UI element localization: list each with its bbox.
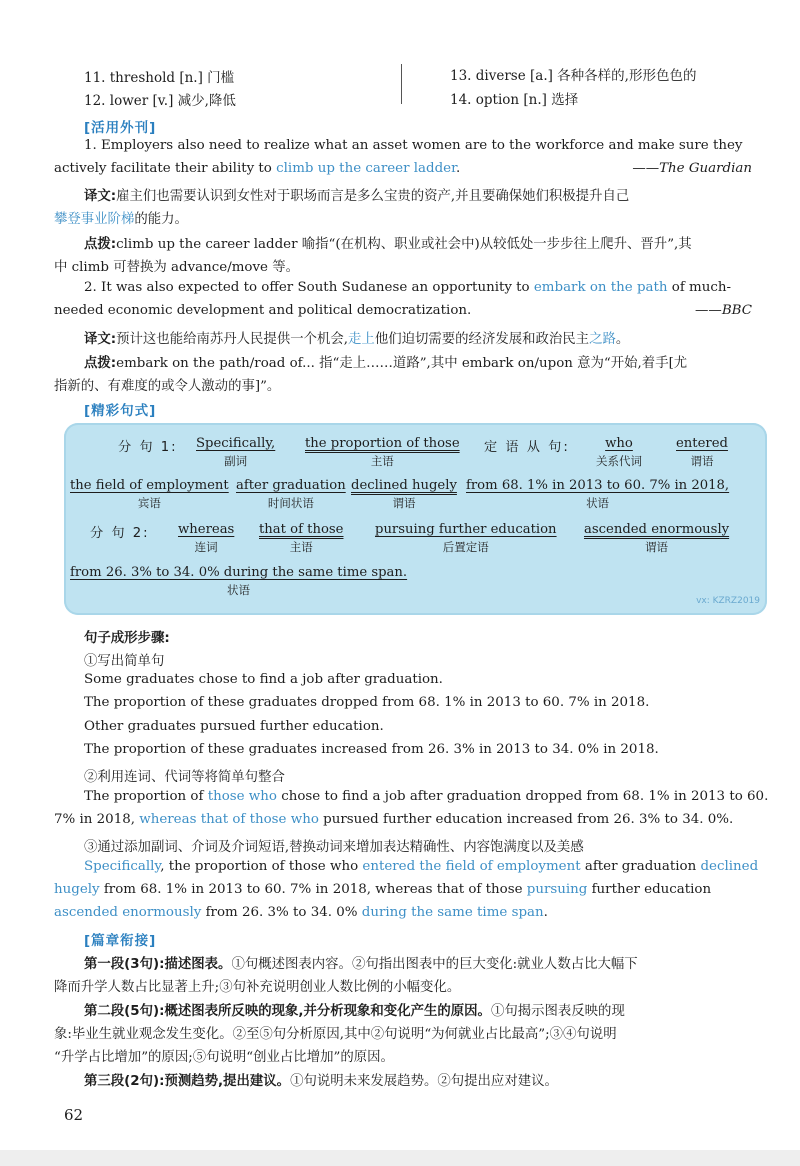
example-1-line-2: actively facilitate their ability to climb up the career ladder. xyxy=(54,161,461,176)
combined-sentence-line-1: The proportion of those who chose to find a job after graduation dropped from 68. 1% in 2013 to 60. xyxy=(84,789,769,804)
vocab-item-14: 14. option [n.] 选择 xyxy=(450,92,579,108)
final-sentence-line-1: Specifically, the proportion of those who entered the field of employment after graduation declined xyxy=(84,859,759,874)
segment-who: who 关系代词 xyxy=(596,436,642,468)
vocab-item-11: 11. threshold [n.] 门槛 xyxy=(84,70,235,86)
section-heading-magazine: [活用外刊] xyxy=(84,120,157,136)
source-bbc: ——BBC xyxy=(695,303,752,318)
example-2-note-2: 指新的、有难度的或令人激动的事]”。 xyxy=(54,379,281,394)
paragraph-2-summary-3: “升学占比增加”的原因;⑤句说明“创业占比增加”的原因。 xyxy=(54,1050,394,1065)
segment-proportion: the proportion of those 主语 xyxy=(305,436,460,468)
example-2-line-1: 2. It was also expected to offer South Sudanese an opportunity to embark on the path of much- xyxy=(84,280,732,295)
simple-sentence-4: The proportion of these graduates increased from 26. 3% in 2013 to 34. 0% in 2018. xyxy=(84,742,659,757)
step-3-heading: ③通过添加副词、介词及介词短语,替换动词来增加表达精确性、内容饱满度以及美感 xyxy=(84,840,584,855)
vocab-item-12: 12. lower [v.] 减少,降低 xyxy=(84,93,236,109)
vocab-divider xyxy=(401,64,402,104)
clause-2-label: 分 句 2: xyxy=(90,526,150,541)
example-1-translation: 译文:雇主们也需要认识到女性对于职场而言是多么宝贵的资产,并且要确保她们积极提升自己 xyxy=(84,189,630,204)
example-1-translation-2: 攀登事业阶梯的能力。 xyxy=(54,212,188,227)
combined-sentence-line-2: 7% in 2018, whereas that of those who pursued further education increased from 26. 3% to 34. 0%. xyxy=(54,812,734,827)
segment-specifically: Specifically, 副词 xyxy=(196,436,276,468)
paragraph-1-summary-2: 降而升学人数占比显著上升;③句补充说明创业人数比例的小幅变化。 xyxy=(54,980,461,995)
paragraph-2-summary-2: 象:毕业生就业观念发生变化。②至⑤句分析原因,其中②句说明“为何就业占比最高”;③④句说明 xyxy=(54,1027,617,1042)
simple-sentence-1: Some graduates chose to find a job after graduation. xyxy=(84,672,443,687)
segment-field: the field of employment 宾语 xyxy=(70,478,229,510)
paragraph-1-summary: 第一段(3句):描述图表。①句概述图表内容。②句指出图表中的巨大变化:就业人数占比大幅下 xyxy=(84,957,638,972)
watermark: vx: KZRZ2019 xyxy=(696,596,760,606)
section-heading-sentence: [精彩句式] xyxy=(84,403,157,419)
step-2-heading: ②利用连词、代词等将简单句整合 xyxy=(84,770,285,785)
segment-entered: entered 谓语 xyxy=(676,436,728,468)
final-sentence-line-3: ascended enormously from 26. 3% to 34. 0% during the same time span. xyxy=(54,905,548,920)
segment-from-68: from 68. 1% in 2013 to 60. 7% in 2018, 状语 xyxy=(466,478,730,510)
example-1-note: 点拨:climb up the career ladder 喻指“(在机构、职业或社会中)从较低处一步步往上爬升、晋升”,其 xyxy=(84,237,692,252)
attributive-clause-label: 定 语 从 句: xyxy=(484,440,570,455)
example-1-note-2: 中 climb 可替换为 advance/move 等。 xyxy=(54,260,300,275)
clause-1-label: 分 句 1: xyxy=(118,440,178,455)
simple-sentence-3: Other graduates pursued further education. xyxy=(84,719,384,734)
step-1-heading: ①写出简单句 xyxy=(84,654,165,669)
example-2-line-2: needed economic development and political democratization. xyxy=(54,303,472,318)
vocab-item-13: 13. diverse [a.] 各种各样的,形形色色的 xyxy=(450,68,697,84)
example-1-line-1: 1. Employers also need to realize what an asset women are to the workforce and make sure they xyxy=(84,138,743,153)
segment-whereas: whereas 连词 xyxy=(178,522,235,554)
segment-after-graduation: after graduation 时间状语 xyxy=(236,478,346,510)
scan-edge xyxy=(0,1150,800,1166)
steps-title: 句子成形步骤: xyxy=(84,631,170,646)
paragraph-3-summary: 第三段(2句):预测趋势,提出建议。①句说明未来发展趋势。②句提出应对建议。 xyxy=(84,1074,558,1089)
highlight-phrase: climb up the career ladder xyxy=(276,161,457,176)
example-2-note: 点拨:embark on the path/road of... 指“走上……道路”,其中 embark on/upon 意为“开始,着手[尤 xyxy=(84,356,688,371)
source-guardian: ——The Guardian xyxy=(632,161,752,176)
segment-pursuing: pursuing further education 后置定语 xyxy=(375,522,557,554)
segment-declined: declined hugely 谓语 xyxy=(351,478,457,510)
segment-that-of-those: that of those 主语 xyxy=(259,522,344,554)
example-2-translation: 译文:预计这也能给南苏丹人民提供一个机会,走上他们迫切需要的经济发展和政治民主之路。 xyxy=(84,332,630,347)
segment-from-26: from 26. 3% to 34. 0% during the same time span. 状语 xyxy=(70,565,408,597)
page-number: 62 xyxy=(64,1106,84,1124)
segment-ascended: ascended enormously 谓语 xyxy=(584,522,730,554)
paragraph-2-summary: 第二段(5句):概述图表所反映的现象,并分析现象和变化产生的原因。①句揭示图表反映的现 xyxy=(84,1004,625,1019)
final-sentence-line-2: hugely from 68. 1% in 2013 to 60. 7% in 2018, whereas that of those pursuing further education xyxy=(54,882,712,897)
section-heading-structure: [篇章衔接] xyxy=(84,933,157,949)
simple-sentence-2: The proportion of these graduates dropped from 68. 1% in 2013 to 60. 7% in 2018. xyxy=(84,695,650,710)
